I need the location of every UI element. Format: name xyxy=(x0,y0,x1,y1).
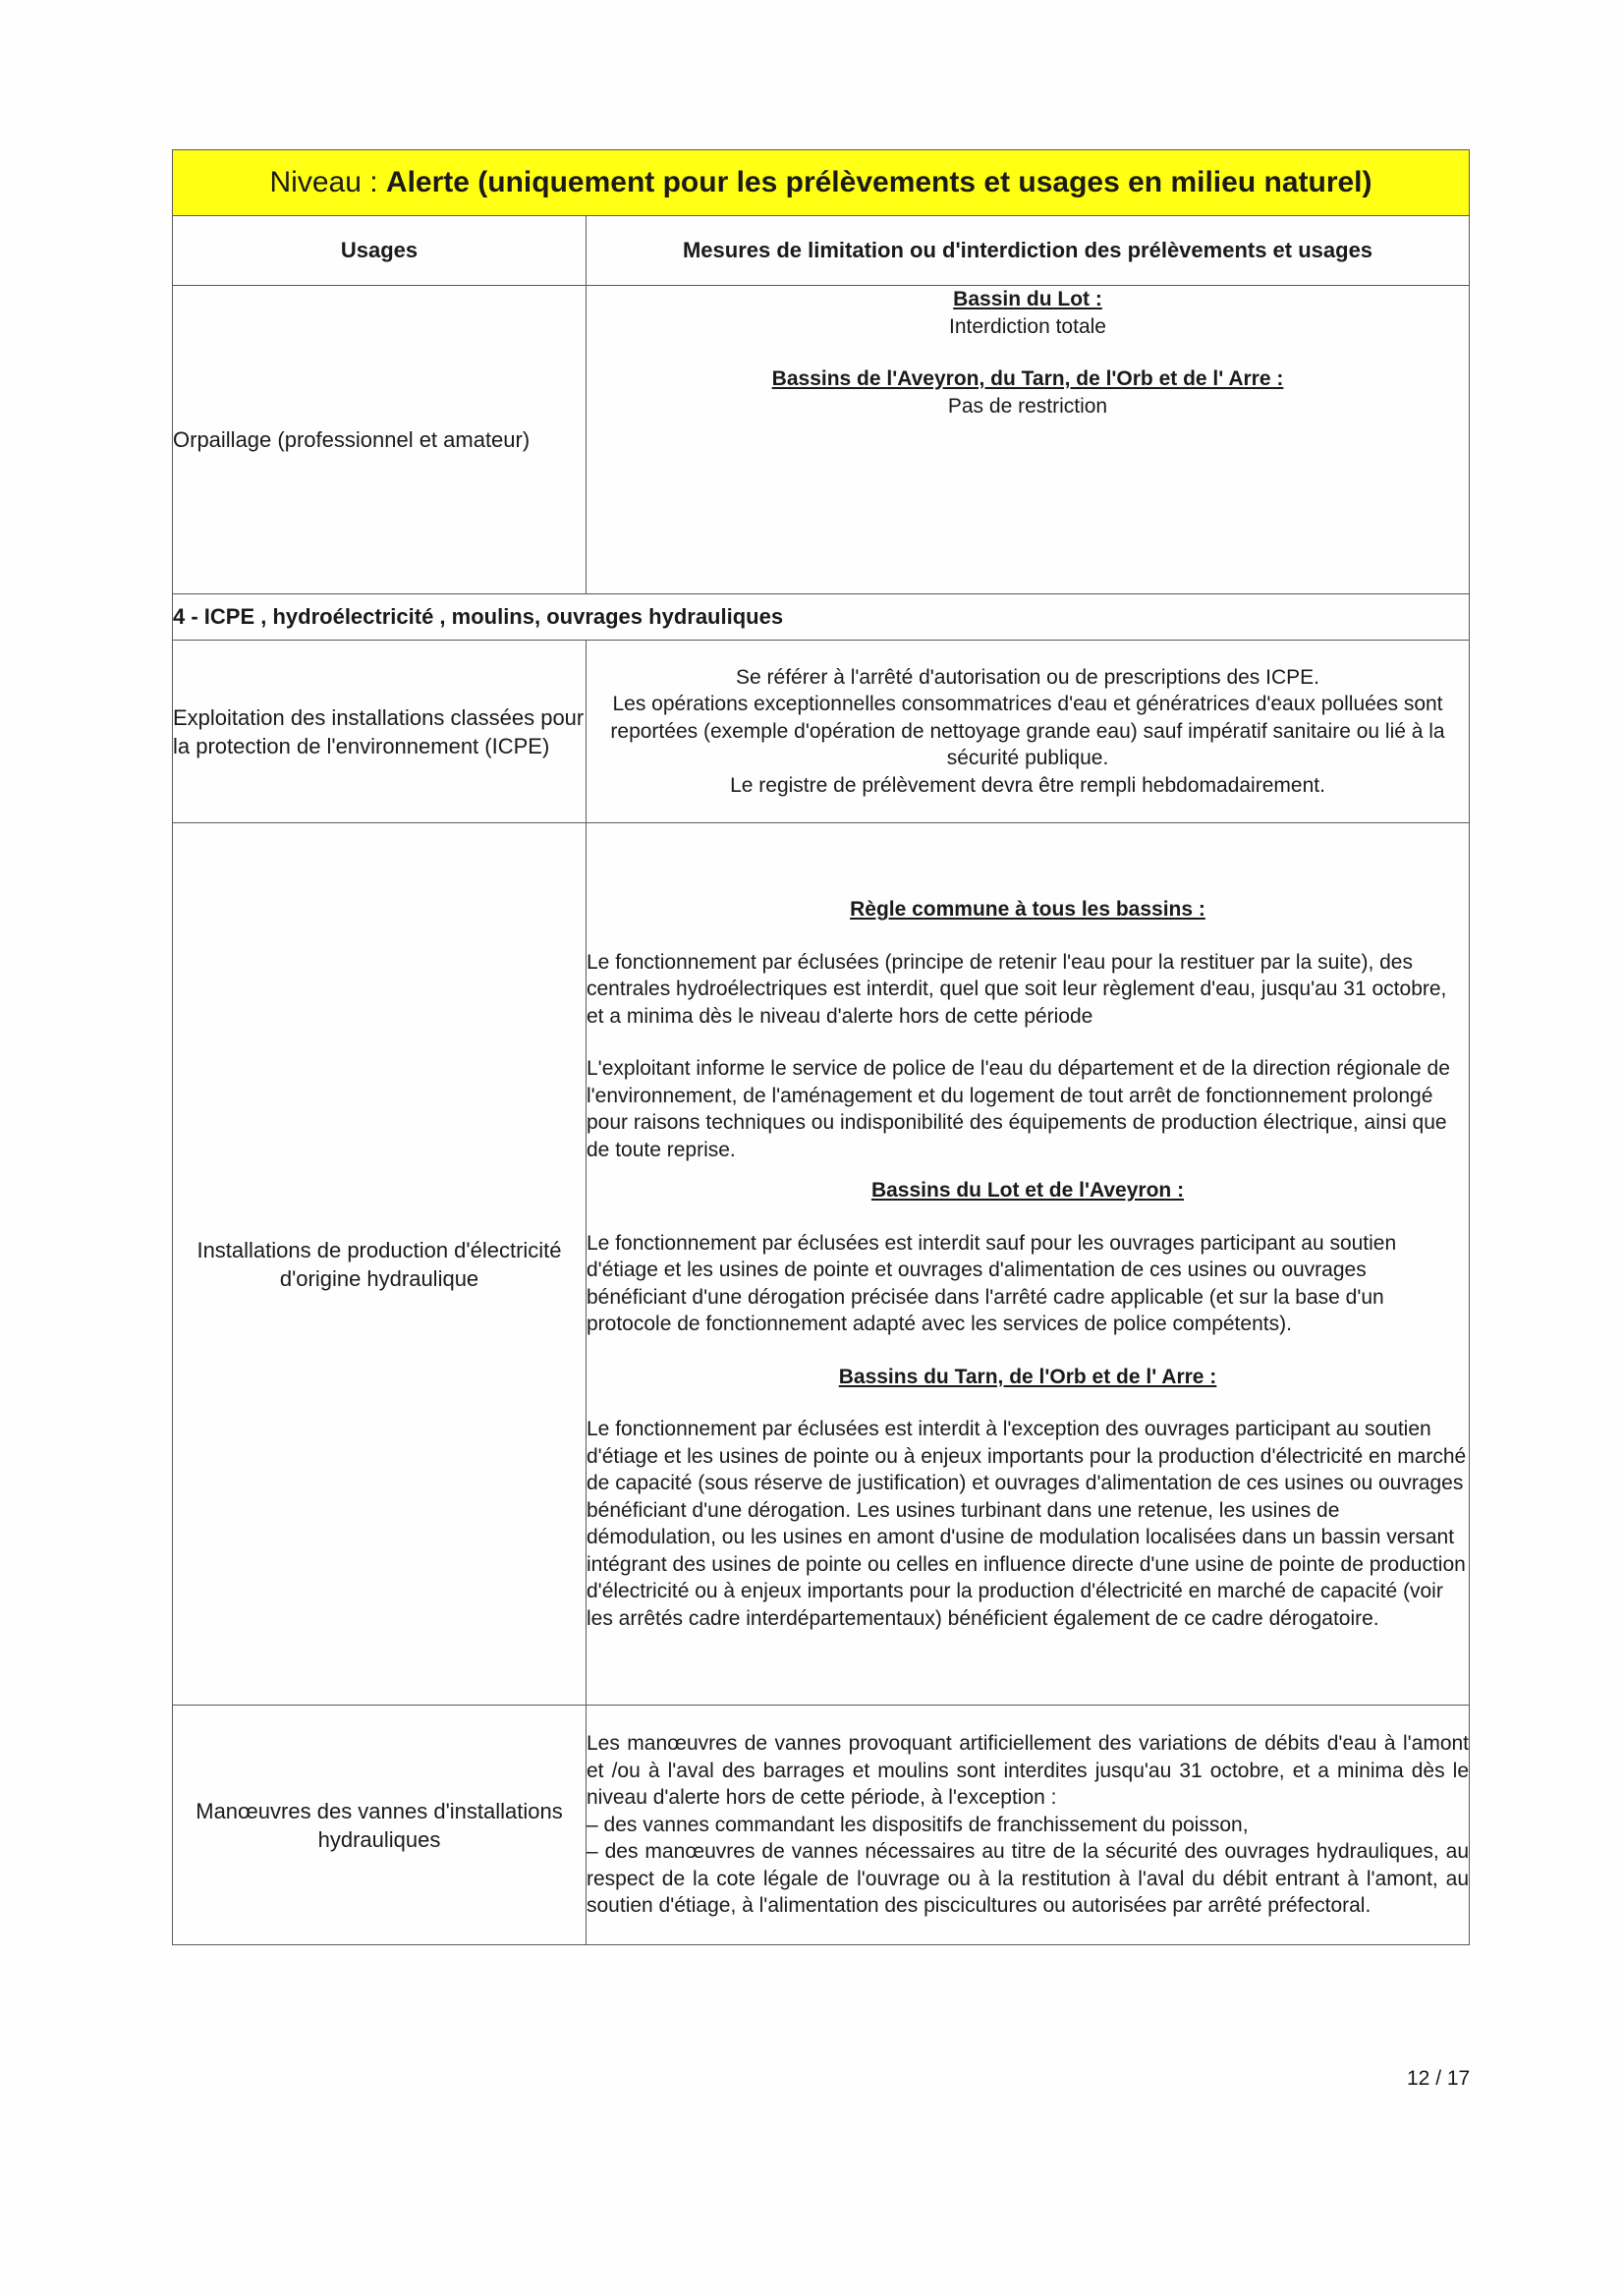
icpe-line-2: Les opérations exceptionnelles consommatrices d'eau et génératrices d'eaux polluées sont reportées (exemple d'opération de nettoyage grande eau) sauf impératif sanitaire ou lié à la sécurité publique. xyxy=(610,693,1445,770)
measure-hydro xyxy=(587,823,1470,1706)
header-measures: Mesures de limitation ou d'interdiction des prélèvements et usages xyxy=(587,216,1470,286)
vannes-paragraph-2: – des vannes commandant les dispositifs de franchissement du poisson, xyxy=(587,1813,1249,1836)
table-row xyxy=(173,1706,1470,1945)
common-paragraph-2: L'exploitant informe le service de police de l'eau du département et de la direction régionale de l'environnement, de l'aménagement et du logement de tout arrêt de fonctionnement prolongé pour raisons techniques ou indisponibilité des équipements de production électrique, ainsi que de toute reprise. xyxy=(587,1057,1450,1161)
tarn-paragraph: Le fonctionnement par éclusées est interdit à l'exception des ouvrages participant au soutien d'étiage et les usines de pointe ou à enjeux importants pour la production d'électricité en marché de capacité (sous réserve de justification) et ouvrages d'alimentation de ces usines ou ouvrages bénéficiant d'une dérogation. Les usines turbinant dans une retenue, les usines de démodulation, ou les usines en amont d'usine de modulation localisées dans un bassin versant intégrant des usines de pointe ou celles en influence directe d'une usine de pointe de production d'électricité ou à enjeux importants pour la production d'électricité en marché de capacité (voir les arrêtés cadre interdépartementaux) bénéficient également de ce cadre dérogatoire. xyxy=(587,1418,1467,1630)
icpe-line-3: Le registre de prélèvement devra être rempli hebdomadairement. xyxy=(730,773,1325,797)
basin-lot-aveyron-heading: Bassins du Lot et de l'Aveyron : xyxy=(870,1179,1185,1202)
level-label: Niveau : xyxy=(269,166,386,198)
level-value: Alerte (uniquement pour les prélèvements et usages en milieu naturel) xyxy=(385,166,1372,198)
section-4-heading: 4 - ICPE , hydroélectricité , moulins, ouvrages hydrauliques xyxy=(173,594,1470,641)
measure-orpaillage xyxy=(587,286,1470,594)
vannes-paragraph-1: Les manœuvres de vannes provoquant artificiellement des variations de débits d'eau à l'amont et /ou à l'aval des barrages et moulins sont interdites jusqu'au 31 octobre, et a minima dès le niveau d'alerte hors de cette période, à l'exception : xyxy=(587,1732,1470,1810)
common-paragraph-1: Le fonctionnement par éclusées (principe de retenir l'eau pour la restituer par la suite), des centrales hydroélectriques est interdit, quel que soit leur règlement d'eau, jusqu'au 31 octobre, et a minima dès le niveau d'alerte hors de cette période xyxy=(587,950,1447,1028)
icpe-line-1: Se référer à l'arrêté d'autorisation ou de prescriptions des ICPE. xyxy=(736,665,1319,689)
table-row xyxy=(173,286,1470,594)
title-row xyxy=(173,150,1470,216)
measure-icpe xyxy=(587,641,1470,823)
measure-vannes xyxy=(587,1706,1470,1945)
usage-hydro: Installations de production d'électricité d'origine hydraulique xyxy=(173,823,587,1706)
alert-level-title xyxy=(173,150,1470,216)
table-row xyxy=(173,823,1470,1706)
usage-icpe: Exploitation des installations classées pour la protection de l'environnement (ICPE) xyxy=(173,641,587,823)
usage-orpaillage: Orpaillage (professionnel et amateur) xyxy=(173,286,587,594)
basin-others-heading: Bassins de l'Aveyron, du Tarn, de l'Orb et de l' Arre : xyxy=(771,367,1284,390)
lot-text: Interdiction totale xyxy=(949,314,1106,338)
lot-aveyron-paragraph: Le fonctionnement par éclusées est interdit sauf pour les ouvrages participant au soutien d'étiage et les usines de pointe et ouvrages d'alimentation de ces usines ou ouvrages bénéficiant d'une dérogation précisée dans l'arrêté cadre applicable (et sur la base d'un protocole de fonctionnement adapté avec les services de police compétents). xyxy=(587,1231,1397,1335)
usage-vannes: Manœuvres des vannes d'installations hydrauliques xyxy=(173,1706,587,1945)
others-text: Pas de restriction xyxy=(947,394,1108,418)
header-row xyxy=(173,216,1470,286)
basin-common-heading: Règle commune à tous les bassins : xyxy=(850,898,1205,921)
header-usages: Usages xyxy=(173,216,587,286)
table-row xyxy=(173,641,1470,823)
vannes-paragraph-3: – des manœuvres de vannes nécessaires au titre de la sécurité des ouvrages hydrauliques, au respect de la cote légale de l'ouvrage ou à la restitution à l'aval du débit entrant à l'amont, au soutien d'étiage, à l'alimentation des piscicultures ou autorisées par arrêté préfectoral. xyxy=(587,1840,1470,1918)
section-row xyxy=(173,594,1470,641)
measures-table xyxy=(172,149,1470,1945)
page-number: 12 / 17 xyxy=(1407,2067,1471,2090)
basin-tarn-heading: Bassins du Tarn, de l'Orb et de l' Arre : xyxy=(838,1365,1217,1388)
basin-lot-heading: Bassin du Lot : xyxy=(953,288,1102,310)
